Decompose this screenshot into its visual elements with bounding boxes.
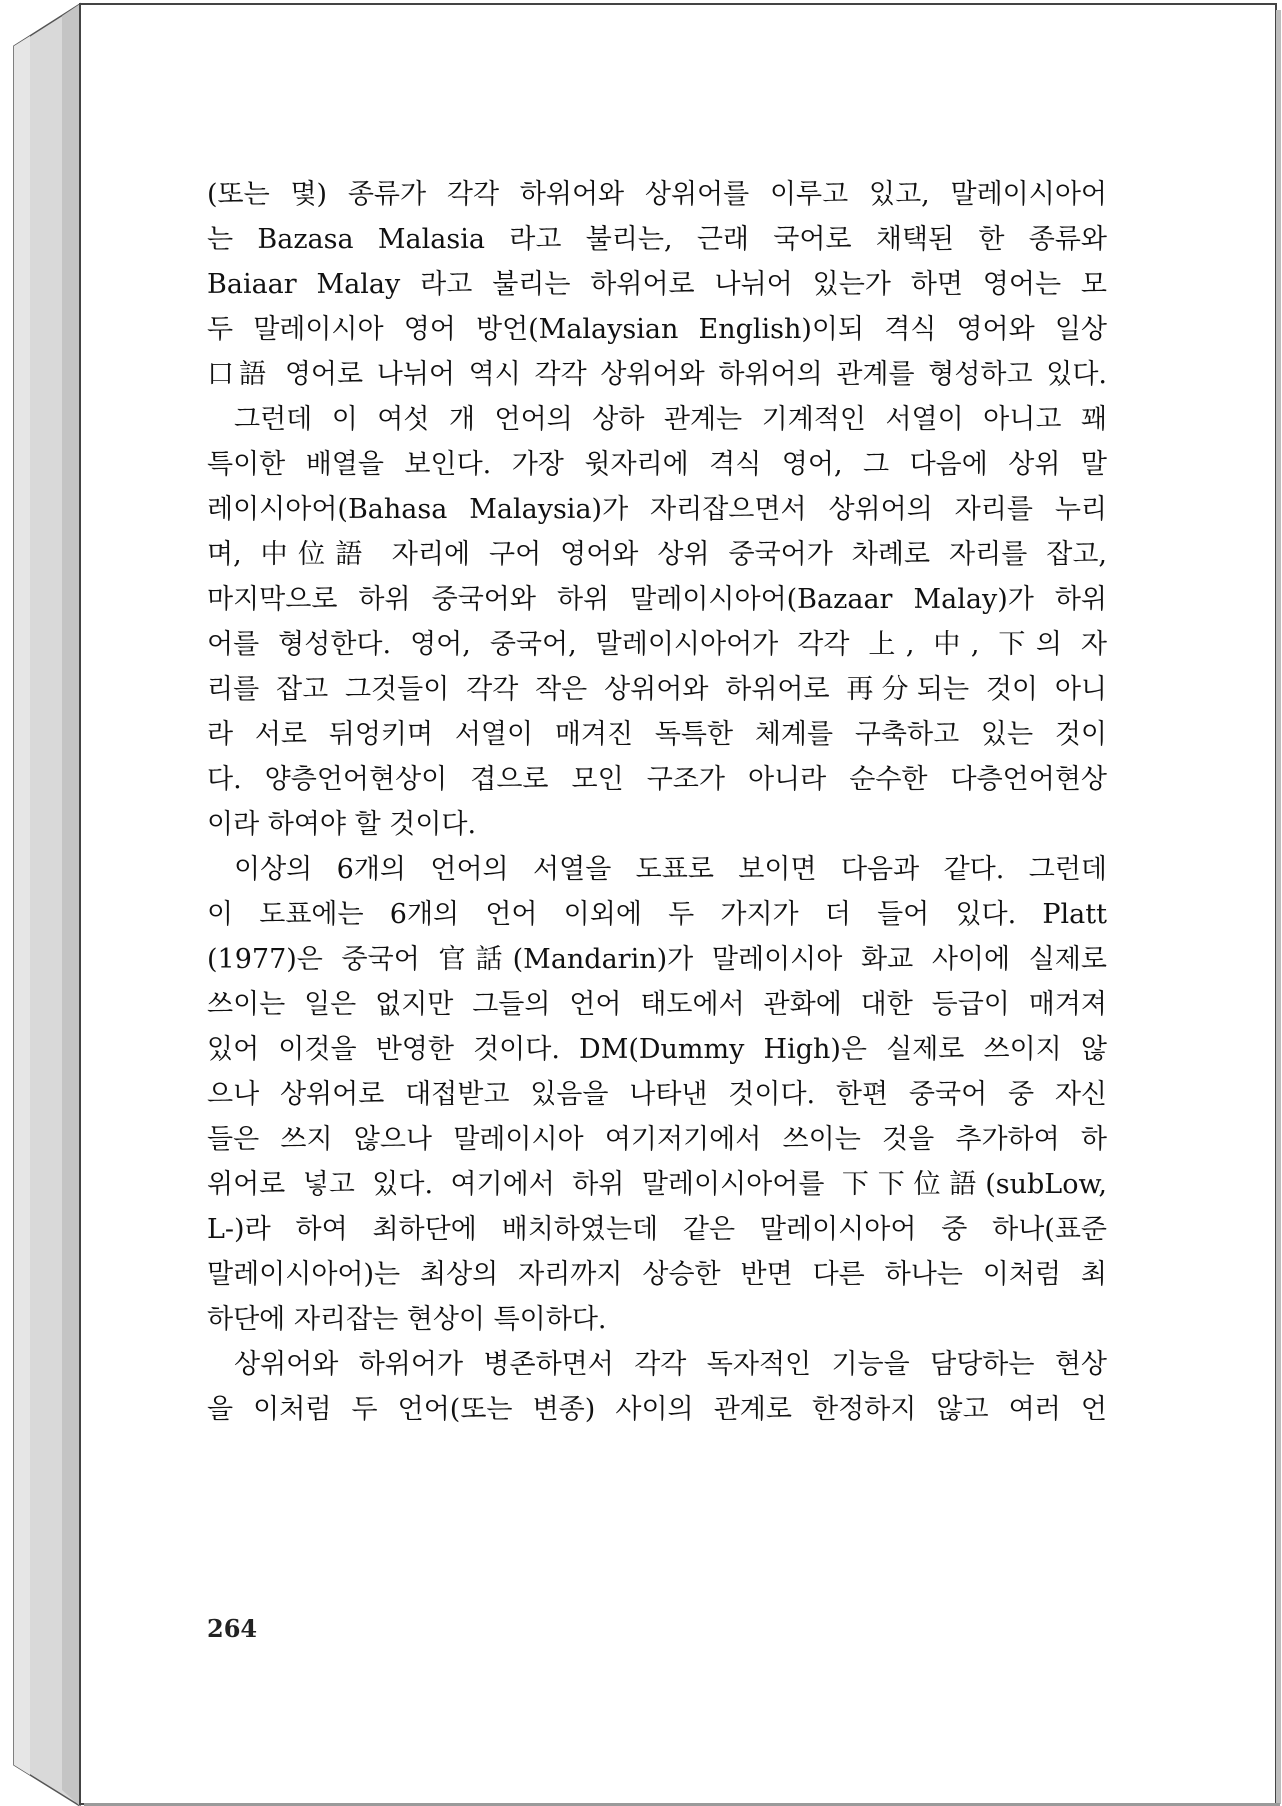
text-line: 며, 中位語 자리에 구어 영어와 상위 중국어가 차례로 자리를 잡고, (207, 539, 1107, 570)
text-line: 쓰이는 일은 없지만 그들의 언어 태도에서 관화에 대한 등급이 매겨져 (207, 989, 1107, 1020)
text-line: 으나 상위어로 대접받고 있음을 나타낸 것이다. 한편 중국어 중 자신 (207, 1079, 1107, 1110)
text-line: 다. 양층언어현상이 겹으로 모인 구조가 아니라 순수한 다층언어현상 (207, 764, 1107, 795)
text-line: (1977)은 중국어 官話(Mandarin)가 말레이시아 화교 사이에 실제로 (207, 944, 1107, 975)
text-line: 상위어와 하위어가 병존하면서 각각 독자적인 기능을 담당하는 현상 (234, 1349, 1107, 1380)
text-line: 라 서로 뒤엉키며 서열이 매겨진 독특한 체계를 구축하고 있는 것이 (207, 719, 1107, 750)
text-line: (또는 몇) 종류가 각각 하위어와 상위어를 이루고 있고, 말레이시아어 (207, 179, 1107, 210)
text-line: 두 말레이시아 영어 방언(Malaysian English)이되 격식 영어와 일상 (207, 314, 1107, 345)
text-line: 을 이처럼 두 언어(또는 변종) 사이의 관계로 한정하지 않고 여러 언 (207, 1394, 1107, 1425)
text-line: 이 도표에는 6개의 언어 이외에 두 가지가 더 들어 있다. Platt (207, 899, 1107, 930)
page-body-text (207, 172, 1107, 1432)
text-line: L-)라 하여 최하단에 배치하였는데 같은 말레이시아어 중 하나(표준 (207, 1214, 1107, 1245)
text-line: 口語 영어로 나뉘어 역시 각각 상위어와 하위어의 관계를 형성하고 있다. (207, 359, 1107, 390)
text-line: 말레이시아어)는 최상의 자리까지 상승한 반면 다른 하나는 이처럼 최 (207, 1259, 1107, 1290)
text-line: 이상의 6개의 언어의 서열을 도표로 보이면 다음과 같다. 그런데 (234, 854, 1107, 885)
text-line: 는 Bazasa Malasia 라고 불리는, 근래 국어로 채택된 한 종류와 (207, 224, 1107, 255)
text-line: 하단에 자리잡는 현상이 특이하다. (207, 1304, 607, 1335)
text-line: 그런데 이 여섯 개 언어의 상하 관계는 기계적인 서열이 아니고 꽤 (234, 404, 1107, 435)
text-line: 이라 하여야 할 것이다. (207, 809, 477, 840)
text-line: 레이시아어(Bahasa Malaysia)가 자리잡으면서 상위어의 자리를 누리 (207, 494, 1107, 525)
page-number: 264 (207, 1614, 258, 1643)
text-line: 어를 형성한다. 영어, 중국어, 말레이시아어가 각각 上, 中, 下의 자 (207, 629, 1107, 660)
text-line: Baiaar Malay 라고 불리는 하위어로 나뉘어 있는가 하면 영어는 모 (207, 269, 1107, 300)
text-line: 특이한 배열을 보인다. 가장 윗자리에 격식 영어, 그 다음에 상위 말 (207, 449, 1107, 480)
text-line: 마지막으로 하위 중국어와 하위 말레이시아어(Bazaar Malay)가 하위 (207, 584, 1107, 615)
text-line: 들은 쓰지 않으나 말레이시아 여기저기에서 쓰이는 것을 추가하여 하 (207, 1124, 1107, 1155)
text-line: 있어 이것을 반영한 것이다. DM(Dummy High)은 실제로 쓰이지 않 (207, 1034, 1107, 1065)
text-line: 리를 잡고 그것들이 각각 작은 상위어와 하위어로 再分되는 것이 아니 (207, 674, 1107, 705)
text-line: 위어로 넣고 있다. 여기에서 하위 말레이시아어를 下下位語(subLow, (207, 1169, 1107, 1200)
